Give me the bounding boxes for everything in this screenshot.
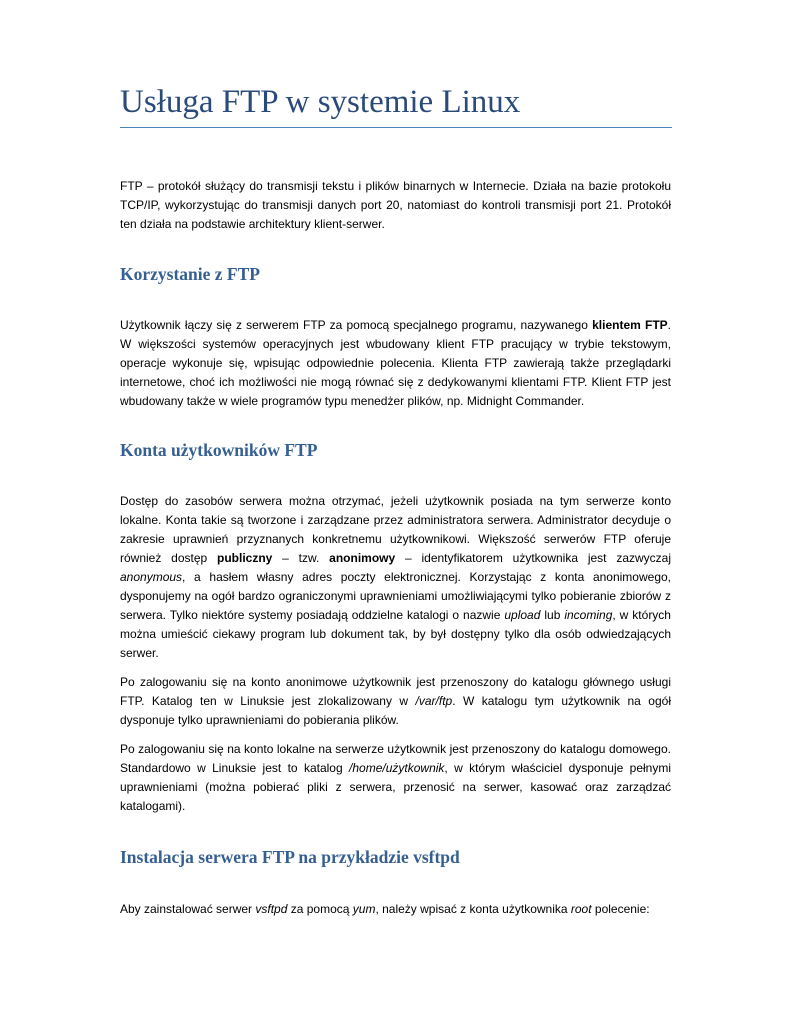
italic-term: anonymous xyxy=(120,570,183,584)
intro-paragraph: FTP – protokół służący do transmisji tekstu i plików binarnych w Internecie. Działa na bazie protokołu TCP/IP, wykorzystując do transmisji danych port 20, natomiast do kontroli transmisji port 21. Protokół ten działa na podstawie architektury klient-serwer. xyxy=(120,179,671,231)
italic-term: yum xyxy=(352,902,376,916)
heading-usage: Korzystanie z FTP xyxy=(120,264,260,284)
italic-term: root xyxy=(570,902,592,916)
document-title: Usługa FTP w systemie Linux xyxy=(120,84,521,120)
usage-paragraph: Użytkownik łączy się z serwerem FTP za pomocą specjalnego programu, nazywanego klientem FTP. W większości systemów operacyjnych jest wbudowany klient FTP pracujący w trybie tekstowym, operacje wykonuje się, wpisując odpowiednie polecenia. Klienta FTP zawierają także przeglądarki internetowe, choć ich możliwości nie mogą równać się z dedykowanymi klientami FTP. Klient FTP jest wbudowany także w wiele programów typu menedżer plików, np. Midnight Commander. xyxy=(120,318,671,408)
heading-accounts: Konta użytkowników FTP xyxy=(120,440,318,460)
install-paragraph: Aby zainstalować serwer vsftpd za pomocą yum, należy wpisać z konta użytkownika root polecenie: xyxy=(120,902,650,916)
accounts-paragraph-1: Dostęp do zasobów serwera można otrzymać, jeżeli użytkownik posiada na tym serwerze konto lokalne. Konta takie są tworzone i zarządzane przez administratora serwera. Administrator decyduje o zakresie uprawnień przyznanych konkretnemu użytkownikowi. Większość serwerów FTP oferuje również dostęp publiczny – tzw. anonimowy – identyfikatorem użytkownika jest zazwyczaj anonymous, a hasłem własny adres poczty elektronicznej. Korzystając z konta anonimowego, dysponujemy na ogół bardzo ograniczonymi uprawnieniami umożliwiającymi tylko pobieranie zbiorów z serwera. Tylko niektóre systemy posiadają oddzielne katalogi o nazwie upload lub incoming, w których można umieścić ciekawy program lub dokument tak, by był dostępny tylko dla osób odwiedzających serwer. xyxy=(120,494,671,660)
italic-term: vsftpd xyxy=(255,902,288,916)
bold-term: publiczny xyxy=(217,551,273,565)
italic-path: /home/użytkownik xyxy=(349,761,445,775)
accounts-paragraph-3: Po zalogowaniu się na konto lokalne na serwerze użytkownik jest przenoszony do katalogu domowego. Standardowo w Linuksie jest to katalog /home/użytkownik, w którym właściciel dysponuje pełnymi uprawnieniami (można pobierać pliki z serwera, przenosić na serwer, kasować oraz zarządzać katalogami). xyxy=(120,742,672,813)
title-underline xyxy=(120,127,672,128)
bold-term: klientem FTP xyxy=(592,318,668,332)
heading-install: Instalacja serwera FTP na przykładzie vsftpd xyxy=(120,847,460,867)
accounts-paragraph-2: Po zalogowaniu się na konto anonimowe użytkownik jest przenoszony do katalogu głównego usługi FTP. Katalog ten w Linuksie jest zlokalizowany w /var/ftp. W katalogu tym użytkownik na ogół dysponuje tylko uprawnieniami do pobierania plików. xyxy=(120,675,671,727)
italic-term: upload xyxy=(504,608,541,622)
bold-term: anonimowy xyxy=(329,551,396,565)
italic-path: /var/ftp xyxy=(415,694,453,708)
italic-term: incoming xyxy=(564,608,613,622)
